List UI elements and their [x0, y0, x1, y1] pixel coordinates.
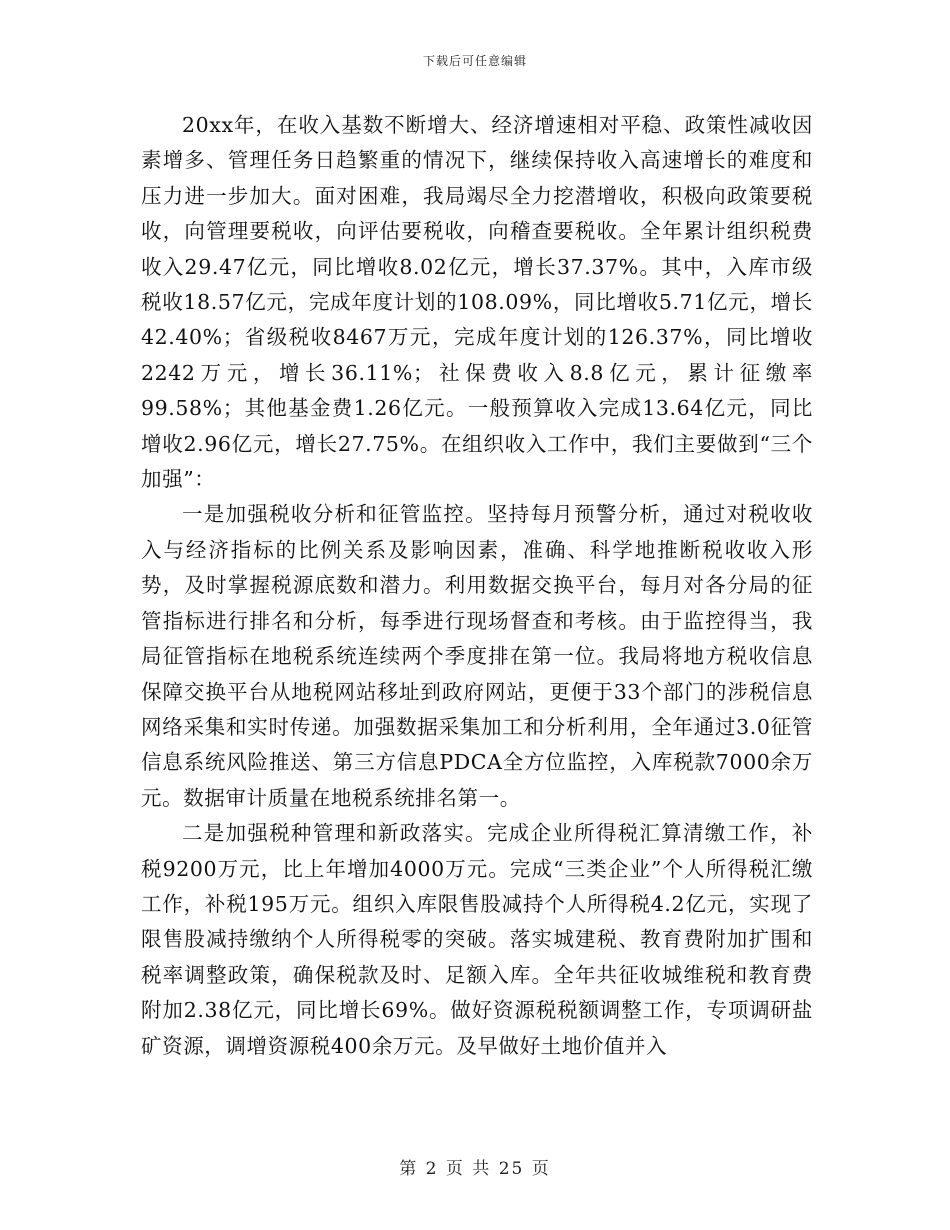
paragraph-tax-analysis: 一是加强税收分析和征管监控。坚持每月预警分析，通过对税收收入与经济指标的比例关系及影响因素，准确、科学地推断税收收入形势，及时掌握税源底数和潜力。利用数据交换平台，每月对各分局的征管指标进行排名和分析，每季进行现场督查和考核。由于监控得当，我局征管指标在地税系统连续两个季度排在第一位。我局将地方税收信息保障交换平台从地税网站移址到政府网站，更便于33个部门的涉税信息网络采集和实时传递。加强数据采集加工和分析利用，全年通过3.0征管信息系统风险推送、第三方信息PDCA全方位监控，入库税款7000余万元。数据审计质量在地税系统排名第一。	[141, 502, 813, 810]
page-number: 第 2 页 共 25 页	[399, 1159, 551, 1179]
document-body	[141, 108, 813, 1064]
paragraph-revenue-summary: 20xx年，在收入基数不断增大、经济增速相对平稳、政策性减收因素增多、管理任务日趋繁重的情况下，继续保持收入高速增长的难度和压力进一步加大。面对困难，我局竭尽全力挖潜增收，积极向政策要税收，向管理要税收，向评估要税收，向稽查要税收。全年累计组织税费收入29.47亿元，同比增收8.02亿元，增长37.37%。其中，入库市级税收18.57亿元，完成年度计划的108.09%，同比增收5.71亿元，增长42.40%；省级税收8467万元，完成年度计划的126.37%，同比增收2242万元，增长36.11%；社保费收入8.8亿元，累计征缴率99.58%；其他基金费1.26亿元。一般预算收入完成13.64亿元，同比增收2.96亿元，增长27.75%。在组织收入工作中，我们主要做到“三个加强”：	[141, 113, 813, 492]
paragraph-tax-management: 二是加强税种管理和新政落实。完成企业所得税汇算清缴工作，补税9200万元，比上年增加4000万元。完成“三类企业”个人所得税汇缴工作，补税195万元。组织入库限售股减持个人所得税4.2亿元，实现了限售股减持缴纳个人所得税零的突破。落实城建税、教育费附加扩围和税率调整政策，确保税款及时、足额入库。全年共征收城维税和教育费附加2.38亿元，同比增长69%。做好资源税税额调整工作，专项调研盐矿资源，调增资源税400余万元。及早做好土地价值并入	[141, 821, 813, 1058]
page-header: 下载后可任意编辑	[422, 54, 527, 68]
